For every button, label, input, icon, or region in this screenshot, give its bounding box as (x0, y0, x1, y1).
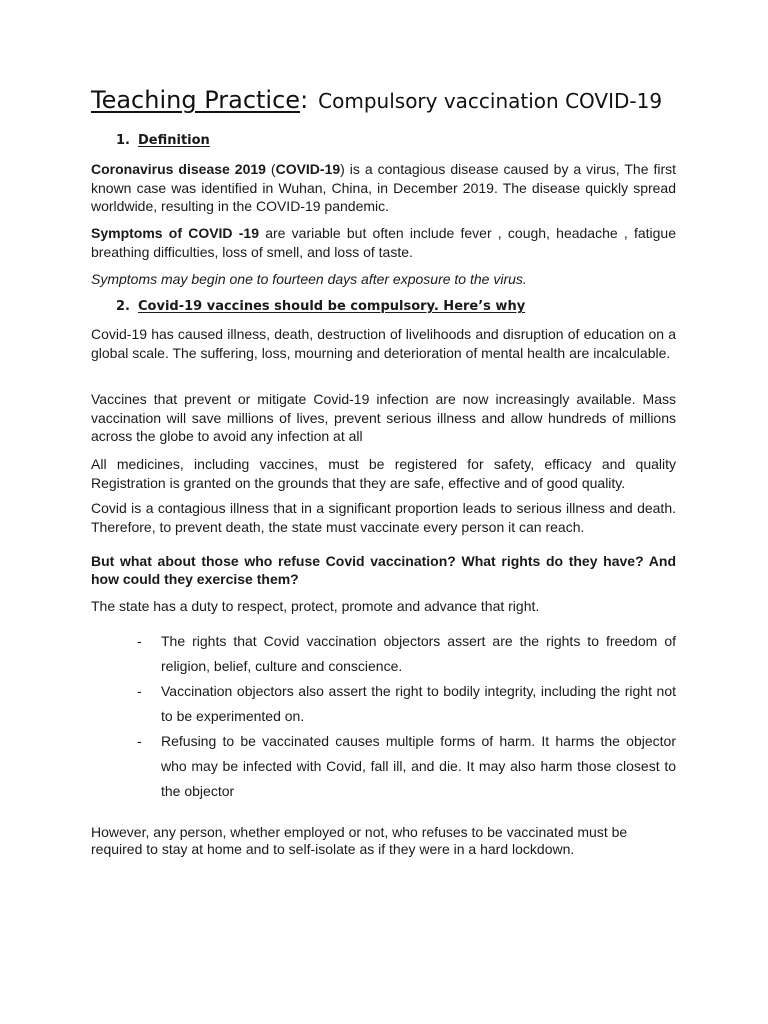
section-1-title: Definition (138, 133, 210, 148)
definition-text: ) is a contagious disease caused by a virus, The first known case was identified in Wuhan, China, in December 2019. The disease quickly spread worldwide, resulting in the COVID-19 pandemic. (91, 161, 677, 214)
closing-paragraph: However, any person, whether employed or not, who refuses to be vaccinated must be required to stay at home and to self-isolate as if they were in a hard lockdown. (91, 824, 628, 857)
section-2-title: Covid-19 vaccines should be compulsory. Here’s why (138, 299, 526, 314)
title-part2: Compulsory vaccination COVID-19 (318, 89, 663, 113)
definition-bold-term: Coronavirus disease 2019 (91, 161, 266, 177)
objector-rights-list (91, 629, 676, 804)
symptoms-bold-term: Symptoms of COVID -19 (91, 225, 259, 241)
title-colon: : (300, 86, 309, 114)
list-item (91, 679, 676, 729)
section-1-number: 1. (116, 133, 130, 148)
definition-paren: ( (265, 161, 276, 177)
list-item (91, 729, 676, 804)
registration-paragraph: All medicines, including vaccines, must be registered for safety, efficacy and quality Registration is granted on the grounds that they are safe, effective and of good quality. (91, 456, 676, 491)
list-item-text: Vaccination objectors also assert the right to bodily integrity, including the right not to be experimented on. (161, 683, 676, 724)
definition-bold-abbr: COVID-19 (275, 161, 341, 177)
vaccines-paragraph: Vaccines that prevent or mitigate Covid-19 infection are now increasingly available. Mass vaccination will save millions of lives, prevent serious illness and allow hundreds of millions across the globe to avoid any infection at all (91, 391, 676, 444)
title-part1: Teaching Practice (91, 86, 301, 114)
symptoms-text: are variable but often include fever , cough, headache , fatigue breathing difficulties, loss of smell, and loss of taste. (91, 225, 676, 260)
definition-paragraph (91, 160, 676, 216)
page-title (91, 86, 662, 114)
onset-paragraph: Symptoms may begin one to fourteen days after exposure to the virus. (91, 271, 527, 287)
list-bullet: - (137, 683, 142, 699)
question-paragraph: But what about those who refuse Covid vaccination? What rights do they have? And how could they exercise them? (91, 553, 676, 587)
list-bullet: - (137, 633, 142, 649)
list-item (91, 629, 676, 679)
list-item-text: The rights that Covid vaccination objectors assert are the rights to freedom of religion, belief, culture and conscience. (161, 633, 676, 674)
duty-paragraph: The state has a duty to respect, protect, promote and advance that right. (91, 598, 540, 614)
list-bullet: - (137, 733, 142, 749)
section-2-heading (116, 299, 525, 314)
symptoms-paragraph (91, 224, 676, 261)
contagious-paragraph: Covid is a contagious illness that in a significant proportion leads to serious illness and death. Therefore, to prevent death, the state must vaccinate every person it can reach. (91, 500, 676, 535)
list-item-text: Refusing to be vaccinated causes multiple forms of harm. It harms the objector who may be infected with Covid, fall ill, and die. It may also harm those closest to the objector (161, 733, 676, 799)
section-1-heading (116, 133, 210, 148)
section-2-number: 2. (116, 299, 130, 314)
impact-paragraph: Covid-19 has caused illness, death, destruction of livelihoods and disruption of education on a global scale. The suffering, loss, mourning and deterioration of mental health are incalculable. (91, 326, 676, 361)
